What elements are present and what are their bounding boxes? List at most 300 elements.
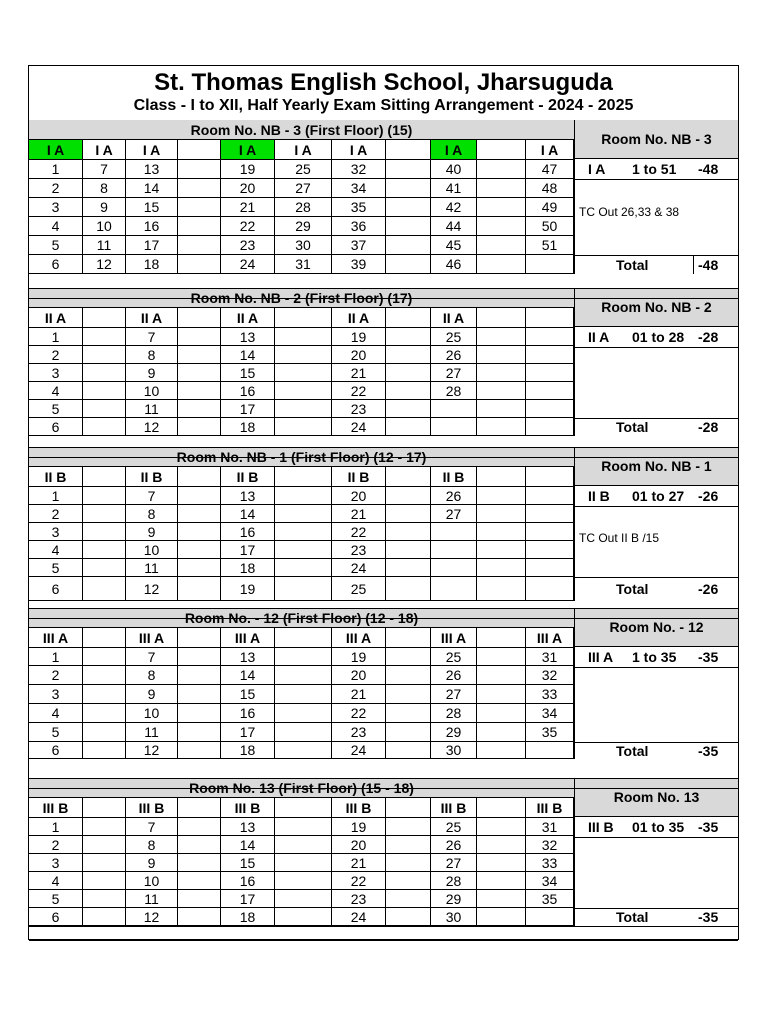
column-header — [386, 308, 431, 328]
total-value: -28 — [698, 419, 719, 435]
seat-roll-cell: 15 — [221, 685, 275, 704]
seat-roll-cell — [526, 742, 574, 759]
section-separator — [29, 288, 738, 289]
total-value: -35 — [698, 742, 719, 759]
seat-roll-cell: 3 — [29, 854, 83, 872]
summary-underline — [574, 347, 738, 348]
seat-roll-cell: 40 — [431, 160, 477, 179]
seat-roll-cell — [83, 523, 126, 541]
seat-roll-cell — [178, 236, 221, 255]
column-header: III B — [29, 798, 83, 818]
seat-roll-cell: 3 — [29, 685, 83, 704]
seat-roll-cell: 32 — [526, 666, 574, 685]
seat-roll-cell — [526, 577, 574, 601]
seat-roll-cell: 30 — [275, 236, 332, 255]
seat-roll-cell: 31 — [526, 648, 574, 666]
seat-roll-cell: 20 — [332, 487, 386, 505]
seat-roll-cell: 11 — [126, 723, 178, 742]
seat-roll-cell: 29 — [275, 217, 332, 236]
room-section — [29, 608, 738, 759]
seat-roll-cell — [386, 908, 431, 926]
section-separator — [29, 778, 738, 779]
room-title: Room No. NB - 1 (First Floor) (12 - 17) — [29, 447, 574, 467]
seat-roll-cell — [386, 160, 431, 179]
seat-roll-cell: 16 — [221, 523, 275, 541]
seat-roll-cell — [386, 382, 431, 400]
seat-roll-cell — [386, 723, 431, 742]
column-header: III A — [221, 628, 275, 648]
seat-roll-cell: 4 — [29, 382, 83, 400]
seat-roll-cell: 41 — [431, 179, 477, 198]
total-value: -48 — [698, 256, 719, 273]
seat-roll-cell: 14 — [221, 836, 275, 854]
seat-roll-cell: 21 — [332, 505, 386, 523]
seat-roll-cell: 12 — [126, 418, 178, 436]
seat-roll-cell — [275, 704, 332, 723]
seat-roll-cell: 24 — [332, 908, 386, 926]
seat-roll-cell: 5 — [29, 890, 83, 908]
seat-roll-cell — [178, 487, 221, 505]
seat-roll-cell: 47 — [526, 160, 574, 179]
seat-roll-cell: 7 — [126, 487, 178, 505]
seat-roll-cell: 27 — [431, 854, 477, 872]
seat-roll-cell — [386, 328, 431, 346]
seat-roll-cell: 11 — [126, 890, 178, 908]
seat-roll-cell: 5 — [29, 400, 83, 418]
seat-roll-cell — [83, 418, 126, 436]
column-header — [477, 628, 526, 648]
room-title: Room No. NB - 3 (First Floor) (15) — [29, 120, 574, 140]
summary-range: 01 to 35 — [632, 819, 685, 835]
seat-roll-cell — [386, 346, 431, 364]
seat-roll-cell — [178, 577, 221, 601]
tc-out-note: TC Out II B /15 — [579, 531, 660, 545]
total-label: Total — [616, 419, 649, 435]
seat-roll-cell: 4 — [29, 217, 83, 236]
seat-roll-cell: 26 — [431, 346, 477, 364]
seat-roll-cell — [386, 890, 431, 908]
summary-underline — [574, 667, 738, 668]
seat-roll-cell: 18 — [221, 559, 275, 577]
seat-roll-cell: 13 — [221, 487, 275, 505]
seat-roll-cell — [83, 666, 126, 685]
summary-count: -28 — [698, 329, 719, 345]
seat-roll-cell — [477, 198, 526, 217]
section-separator — [29, 926, 738, 927]
seat-roll-cell: 5 — [29, 236, 83, 255]
seat-roll-cell — [178, 160, 221, 179]
seat-roll-cell: 25 — [431, 818, 477, 836]
seat-roll-cell: 23 — [221, 236, 275, 255]
seat-roll-cell — [477, 577, 526, 601]
seat-roll-cell — [275, 559, 332, 577]
seat-roll-cell: 19 — [332, 818, 386, 836]
summary-count: -35 — [698, 649, 719, 665]
column-header: I A — [83, 140, 126, 160]
seat-roll-cell — [526, 541, 574, 559]
seat-roll-cell — [275, 364, 332, 382]
seat-roll-cell — [386, 418, 431, 436]
seat-roll-cell — [386, 523, 431, 541]
seat-roll-cell — [275, 836, 332, 854]
seat-roll-cell — [431, 559, 477, 577]
column-header: II B — [332, 467, 386, 487]
seat-roll-cell — [275, 742, 332, 759]
room-side-heading: Room No. NB - 2 — [574, 288, 738, 327]
seat-roll-cell — [275, 685, 332, 704]
seat-roll-cell — [178, 818, 221, 836]
seat-roll-cell: 14 — [221, 505, 275, 523]
seat-roll-cell — [178, 400, 221, 418]
column-header: III A — [126, 628, 178, 648]
seat-roll-cell: 19 — [221, 160, 275, 179]
seat-roll-cell: 19 — [221, 577, 275, 601]
seat-roll-cell — [431, 400, 477, 418]
seat-roll-cell — [178, 505, 221, 523]
room-title: Room No. - 12 (First Floor) (12 - 18) — [29, 608, 574, 628]
column-header: III A — [431, 628, 477, 648]
seat-roll-cell — [83, 872, 126, 890]
seat-roll-cell: 14 — [221, 346, 275, 364]
seat-roll-cell: 28 — [431, 382, 477, 400]
total-value: -26 — [698, 581, 719, 597]
seat-roll-cell — [275, 872, 332, 890]
column-header — [386, 628, 431, 648]
seat-roll-cell: 4 — [29, 541, 83, 559]
seat-roll-cell — [386, 818, 431, 836]
seat-roll-cell: 15 — [221, 364, 275, 382]
column-header: I A — [126, 140, 178, 160]
summary-count: -26 — [698, 488, 719, 504]
seat-roll-cell — [83, 364, 126, 382]
column-header: III A — [332, 628, 386, 648]
seat-roll-cell: 26 — [431, 666, 477, 685]
column-header — [275, 628, 332, 648]
seat-roll-cell: 19 — [332, 648, 386, 666]
column-header: II A — [431, 308, 477, 328]
seat-roll-cell: 20 — [332, 346, 386, 364]
seat-roll-cell: 10 — [126, 541, 178, 559]
section-separator — [29, 940, 738, 941]
seat-roll-cell — [526, 487, 574, 505]
seat-roll-cell: 24 — [332, 742, 386, 759]
seat-roll-cell — [83, 328, 126, 346]
seat-roll-cell: 15 — [221, 854, 275, 872]
column-header: I A — [29, 140, 83, 160]
seat-roll-cell: 3 — [29, 198, 83, 217]
seat-roll-cell: 9 — [126, 364, 178, 382]
seat-roll-cell: 8 — [83, 179, 126, 198]
seat-roll-cell: 6 — [29, 577, 83, 601]
seat-roll-cell — [477, 648, 526, 666]
seat-roll-cell — [275, 908, 332, 926]
seat-roll-cell: 27 — [431, 505, 477, 523]
seat-roll-cell — [477, 742, 526, 759]
column-header: II B — [431, 467, 477, 487]
seat-roll-cell — [386, 400, 431, 418]
column-header: I A — [332, 140, 386, 160]
seat-roll-cell: 2 — [29, 346, 83, 364]
seat-roll-cell: 34 — [332, 179, 386, 198]
seat-roll-cell: 39 — [332, 255, 386, 274]
column-header: III A — [29, 628, 83, 648]
seat-roll-cell — [275, 400, 332, 418]
seat-roll-cell — [526, 418, 574, 436]
seat-roll-cell — [477, 685, 526, 704]
section-separator — [29, 298, 738, 299]
seat-roll-cell — [477, 487, 526, 505]
section-separator — [29, 788, 738, 789]
seat-roll-cell — [83, 382, 126, 400]
seat-roll-cell — [83, 541, 126, 559]
column-header: III A — [526, 628, 574, 648]
seat-roll-cell: 1 — [29, 487, 83, 505]
room-side-heading: Room No. NB - 3 — [574, 120, 738, 159]
seat-roll-cell — [477, 723, 526, 742]
seat-roll-cell: 7 — [83, 160, 126, 179]
seat-roll-cell: 49 — [526, 198, 574, 217]
seat-roll-cell: 10 — [126, 872, 178, 890]
column-header: I A — [526, 140, 574, 160]
section-separator — [29, 608, 738, 609]
room-section — [29, 447, 738, 601]
seat-roll-cell — [431, 541, 477, 559]
column-header — [83, 467, 126, 487]
column-header: I A — [431, 140, 477, 160]
seat-roll-cell — [178, 217, 221, 236]
seat-roll-cell — [386, 742, 431, 759]
seat-roll-cell: 25 — [431, 328, 477, 346]
column-header — [275, 798, 332, 818]
total-label: Total — [616, 256, 649, 273]
seat-roll-cell — [178, 890, 221, 908]
seat-roll-cell: 7 — [126, 648, 178, 666]
seat-roll-cell: 25 — [275, 160, 332, 179]
seat-roll-cell — [477, 236, 526, 255]
seat-roll-cell — [477, 346, 526, 364]
column-header: II B — [29, 467, 83, 487]
seat-roll-cell — [178, 666, 221, 685]
seat-roll-cell — [431, 577, 477, 601]
seat-roll-cell — [386, 505, 431, 523]
seat-roll-cell — [83, 723, 126, 742]
room-section — [29, 120, 738, 274]
seat-roll-cell: 21 — [332, 364, 386, 382]
seat-roll-cell: 21 — [221, 198, 275, 217]
seat-roll-cell — [178, 382, 221, 400]
column-header: II B — [126, 467, 178, 487]
seat-roll-cell — [386, 487, 431, 505]
seat-roll-cell — [178, 541, 221, 559]
column-header — [83, 628, 126, 648]
column-header: II A — [332, 308, 386, 328]
seat-roll-cell — [178, 742, 221, 759]
seat-roll-cell — [178, 523, 221, 541]
seat-roll-cell: 2 — [29, 836, 83, 854]
seat-roll-cell — [178, 836, 221, 854]
seat-roll-cell — [477, 541, 526, 559]
seat-roll-cell — [477, 666, 526, 685]
seat-roll-cell: 24 — [332, 418, 386, 436]
seat-roll-cell: 51 — [526, 236, 574, 255]
seat-roll-cell: 8 — [126, 666, 178, 685]
seat-roll-cell: 12 — [83, 255, 126, 274]
seat-roll-cell: 32 — [332, 160, 386, 179]
column-header — [178, 467, 221, 487]
seat-roll-cell: 6 — [29, 418, 83, 436]
seat-roll-cell — [178, 418, 221, 436]
seat-roll-cell: 23 — [332, 723, 386, 742]
seat-roll-cell: 23 — [332, 400, 386, 418]
seat-roll-cell — [275, 854, 332, 872]
seat-roll-cell: 18 — [221, 418, 275, 436]
seat-roll-cell: 16 — [126, 217, 178, 236]
seat-roll-cell: 3 — [29, 364, 83, 382]
seat-roll-cell — [477, 854, 526, 872]
seat-roll-cell — [386, 217, 431, 236]
seat-roll-cell: 2 — [29, 666, 83, 685]
seat-roll-cell: 6 — [29, 742, 83, 759]
seat-roll-cell — [477, 836, 526, 854]
seat-roll-cell: 14 — [221, 666, 275, 685]
seat-roll-cell: 14 — [126, 179, 178, 198]
seat-roll-cell — [178, 685, 221, 704]
seat-roll-cell — [386, 648, 431, 666]
seat-roll-cell — [275, 890, 332, 908]
seat-roll-cell: 26 — [431, 487, 477, 505]
seat-roll-cell: 18 — [221, 742, 275, 759]
seat-roll-cell — [431, 418, 477, 436]
room-side-heading: Room No. - 12 — [574, 608, 738, 647]
seat-roll-cell — [275, 648, 332, 666]
seat-roll-cell — [83, 346, 126, 364]
column-header — [83, 308, 126, 328]
seat-roll-cell — [386, 577, 431, 601]
section-separator — [29, 447, 738, 448]
seat-roll-cell: 29 — [431, 723, 477, 742]
column-header — [386, 140, 431, 160]
seat-roll-cell: 12 — [126, 908, 178, 926]
seat-roll-cell: 42 — [431, 198, 477, 217]
seat-roll-cell: 44 — [431, 217, 477, 236]
column-header — [178, 798, 221, 818]
seat-roll-cell: 16 — [221, 382, 275, 400]
seat-roll-cell — [178, 179, 221, 198]
seat-roll-cell: 32 — [526, 836, 574, 854]
seat-roll-cell: 8 — [126, 836, 178, 854]
seat-roll-cell — [477, 523, 526, 541]
column-header — [83, 798, 126, 818]
seat-roll-cell — [386, 179, 431, 198]
seat-roll-cell — [83, 685, 126, 704]
seat-roll-cell — [178, 255, 221, 274]
seat-roll-cell — [526, 382, 574, 400]
seat-roll-cell: 3 — [29, 523, 83, 541]
column-header — [477, 798, 526, 818]
seat-roll-cell: 9 — [126, 523, 178, 541]
seat-roll-cell — [386, 836, 431, 854]
seat-roll-cell: 24 — [332, 559, 386, 577]
column-header — [386, 798, 431, 818]
seat-roll-cell: 5 — [29, 559, 83, 577]
total-divider — [693, 255, 694, 274]
column-header: I A — [275, 140, 332, 160]
seat-roll-cell: 22 — [221, 217, 275, 236]
seat-roll-cell — [178, 908, 221, 926]
seat-roll-cell: 48 — [526, 179, 574, 198]
column-header — [178, 628, 221, 648]
seat-roll-cell: 6 — [29, 255, 83, 274]
seat-roll-cell — [83, 704, 126, 723]
seat-roll-cell: 29 — [431, 890, 477, 908]
seat-roll-cell: 30 — [431, 908, 477, 926]
seat-roll-cell: 18 — [126, 255, 178, 274]
column-header: II B — [221, 467, 275, 487]
column-header — [275, 308, 332, 328]
seat-roll-cell — [526, 328, 574, 346]
summary-class: I A — [588, 161, 606, 177]
seat-roll-cell — [386, 854, 431, 872]
seat-roll-cell: 35 — [526, 890, 574, 908]
summary-class: II B — [588, 488, 610, 504]
column-header — [526, 308, 574, 328]
exam-subtitle: Class - I to XII, Half Yearly Exam Sitting Arrangement - 2024 - 2025 — [133, 97, 634, 114]
total-label: Total — [616, 909, 649, 925]
seat-roll-cell — [477, 908, 526, 926]
seat-roll-cell: 7 — [126, 818, 178, 836]
seat-roll-cell — [477, 818, 526, 836]
seat-roll-cell: 9 — [126, 685, 178, 704]
seat-roll-cell — [275, 723, 332, 742]
seat-roll-cell — [83, 818, 126, 836]
seat-roll-cell — [83, 400, 126, 418]
seat-roll-cell — [386, 559, 431, 577]
seat-roll-cell: 37 — [332, 236, 386, 255]
seat-roll-cell — [178, 346, 221, 364]
seat-roll-cell — [83, 505, 126, 523]
seat-roll-cell: 10 — [83, 217, 126, 236]
summary-range: 01 to 28 — [632, 329, 685, 345]
seat-roll-cell: 17 — [221, 890, 275, 908]
total-label: Total — [616, 581, 649, 597]
sitting-arrangement-sheet — [28, 65, 739, 940]
seat-roll-cell: 9 — [126, 854, 178, 872]
seat-roll-cell: 25 — [332, 577, 386, 601]
seat-roll-cell: 21 — [332, 685, 386, 704]
seat-roll-cell — [275, 328, 332, 346]
seat-roll-cell: 19 — [332, 328, 386, 346]
seat-roll-cell — [526, 255, 574, 274]
column-header — [178, 140, 221, 160]
seat-roll-cell: 17 — [221, 400, 275, 418]
school-title: St. Thomas English School, Jharsuguda — [154, 69, 613, 96]
seat-roll-cell: 7 — [126, 328, 178, 346]
seat-roll-cell — [83, 836, 126, 854]
seat-roll-cell — [526, 559, 574, 577]
seat-roll-cell — [477, 418, 526, 436]
seat-roll-cell: 11 — [83, 236, 126, 255]
seat-roll-cell: 20 — [332, 666, 386, 685]
column-header — [178, 308, 221, 328]
seat-roll-cell: 35 — [526, 723, 574, 742]
seat-roll-cell: 26 — [431, 836, 477, 854]
seat-roll-cell: 1 — [29, 328, 83, 346]
column-header — [526, 467, 574, 487]
column-header — [275, 467, 332, 487]
seat-roll-cell — [275, 382, 332, 400]
seat-roll-cell — [83, 742, 126, 759]
seat-roll-cell: 20 — [221, 179, 275, 198]
